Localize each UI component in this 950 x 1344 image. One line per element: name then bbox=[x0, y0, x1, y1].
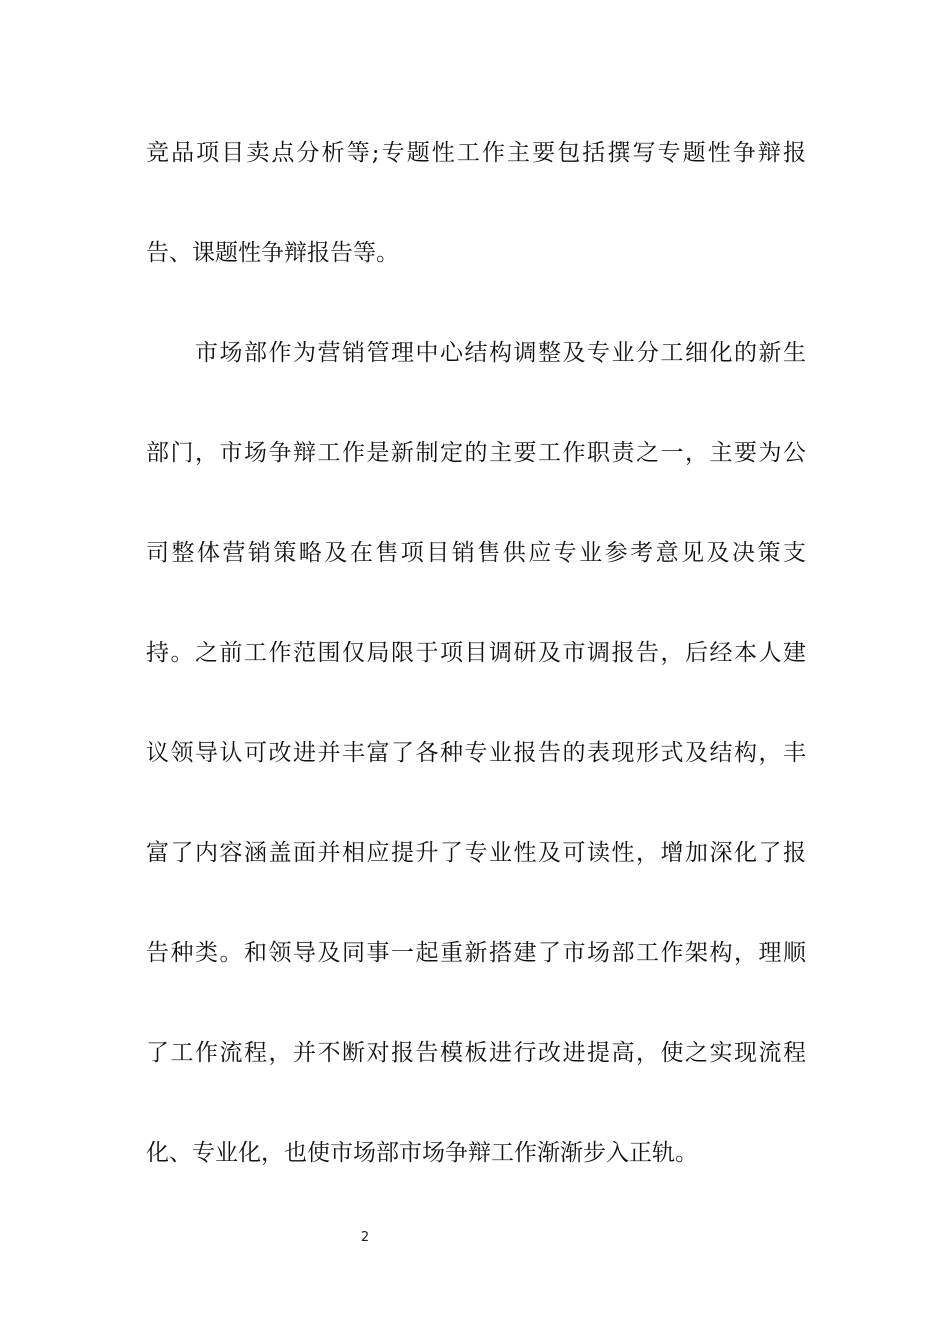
text-line: 告、课题性争辩报告等。 bbox=[146, 240, 399, 266]
page-number: 2 bbox=[360, 1230, 370, 1245]
text-line: 竞品项目卖点分析等;专题性工作主要包括撰写专题性争辩报 bbox=[146, 140, 806, 166]
text-line: 市场部作为营销管理中心结构调整及专业分工细化的新生 bbox=[195, 340, 806, 366]
text-line: 富了内容涵盖面并相应提升了专业性及可读性，增加深化了报 bbox=[146, 840, 806, 866]
text-line: 司整体营销策略及在售项目销售供应专业参考意见及决策支 bbox=[146, 540, 806, 566]
text-line: 持。之前工作范围仅局限于项目调研及市调报告，后经本人建 bbox=[146, 640, 806, 666]
text-line: 告种类。和领导及同事一起重新搭建了市场部工作架构，理顺 bbox=[146, 940, 806, 966]
text-line: 议领导认可改进并丰富了各种专业报告的表现形式及结构，丰 bbox=[146, 740, 806, 766]
text-line: 部门，市场争辩工作是新制定的主要工作职责之一，主要为公 bbox=[146, 440, 806, 466]
text-line: 化、专业化，也使市场部市场争辩工作渐渐步入正轨。 bbox=[146, 1140, 698, 1166]
text-line: 了工作流程，并不断对报告模板进行改进提高，使之实现流程 bbox=[146, 1040, 806, 1066]
